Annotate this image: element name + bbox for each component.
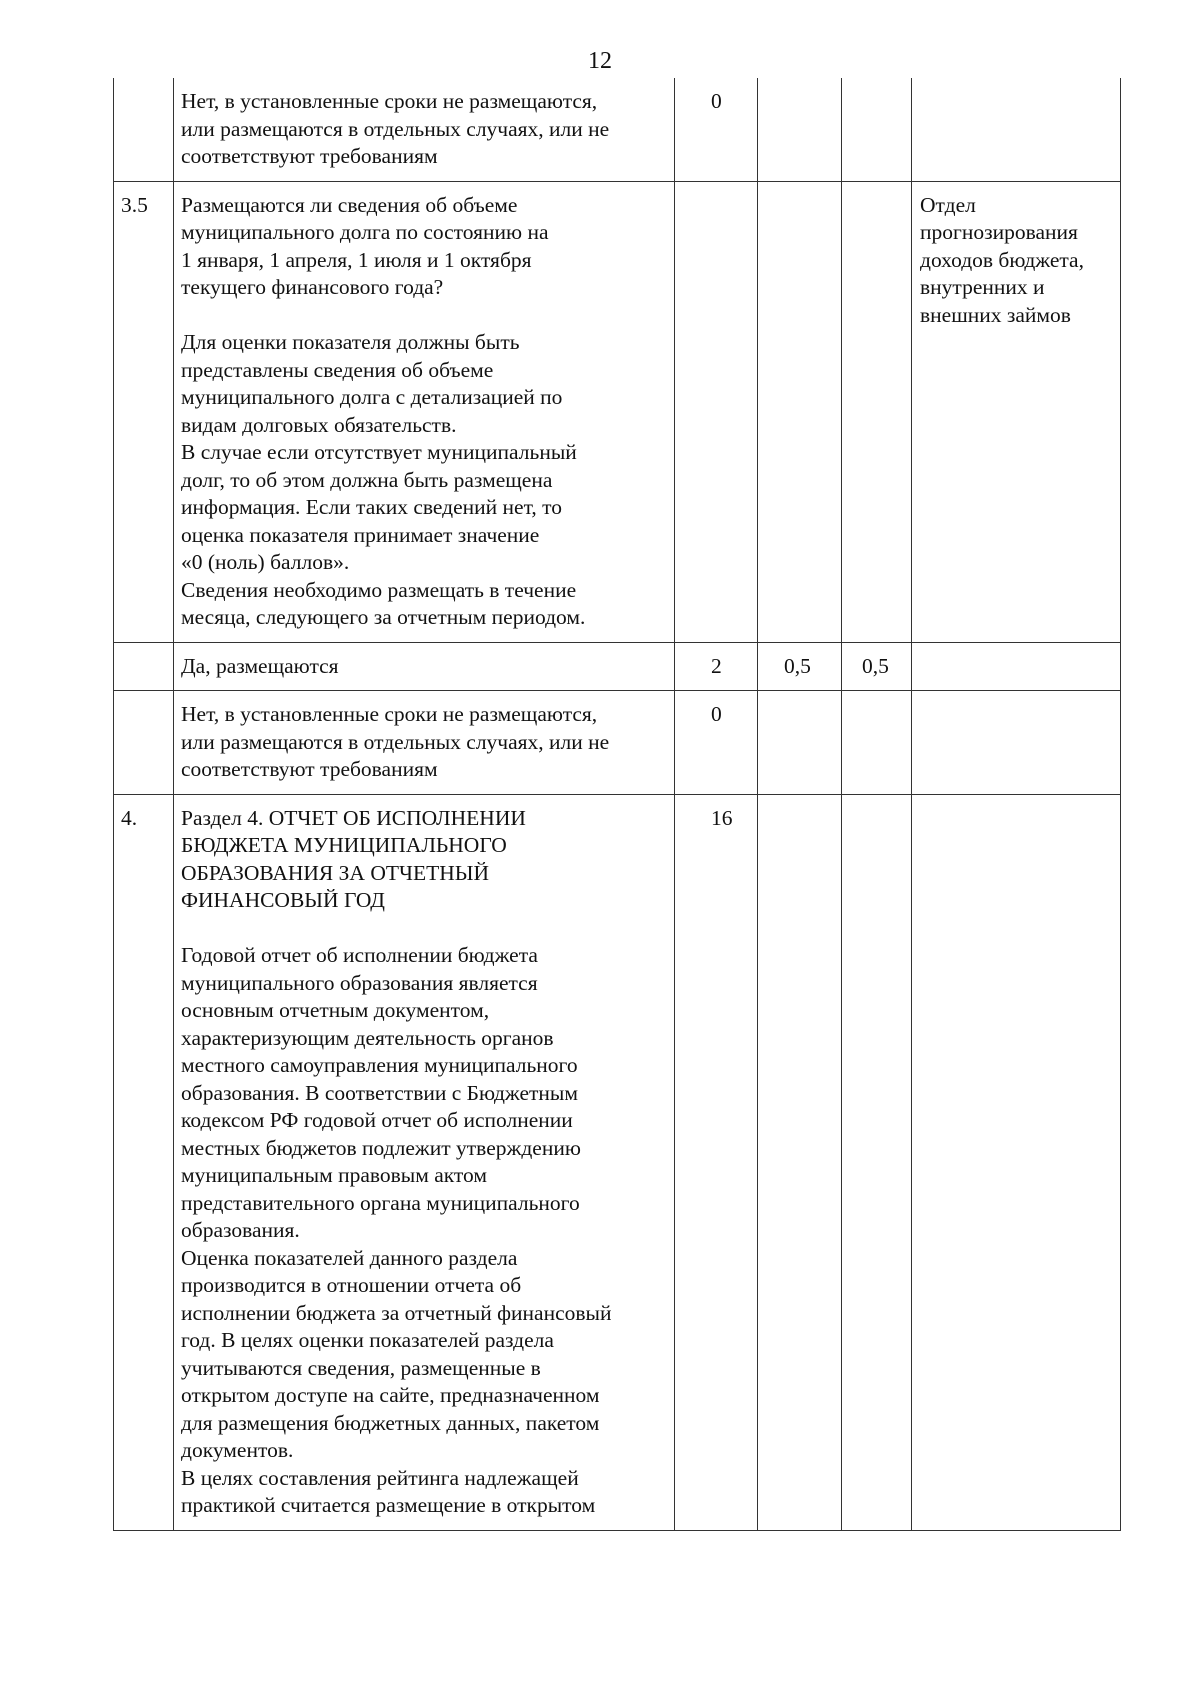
table-row xyxy=(114,691,1121,795)
row-number: 3.5 xyxy=(114,181,174,642)
page-number: 12 xyxy=(588,48,612,74)
responsible-department xyxy=(912,78,1121,181)
table-row xyxy=(114,181,1121,642)
weight-value xyxy=(758,181,842,642)
criterion-text: Раздел 4. ОТЧЕТ ОБ ИСПОЛНЕНИИ БЮДЖЕТА МУНИЦИПАЛЬНОГО ОБРАЗОВАНИЯ ЗА ОТЧЕТНЫЙ ФИНАНСОВЫЙ ГОД Годовой отчет об исполнении бюджета муниципального образования является основным отчетным документом, характеризующим деятельность органов местного самоуправления муниципального образования. В соответствии с Бюджетным кодексом РФ годовой отчет об исполнении местных бюджетов подлежит утверждению муниципальным правовым актом представительного органа муниципального образования. Оценка показателей данного раздела производится в отношении отчета об исполнении бюджета за отчетный финансовый год. В целях оценки показателей раздела учитываются сведения, размещенные в открытом доступе на сайте, предназначенном для размещения бюджетных данных, пакетом документов. В целях составления рейтинга надлежащей практикой считается размещение в открытом xyxy=(174,794,675,1530)
responsible-department xyxy=(912,794,1121,1530)
responsible-department: Отдел прогнозирования доходов бюджета, внутренних и внешних займов xyxy=(912,181,1121,642)
criterion-text: Нет, в установленные сроки не размещаются, или размещаются в отдельных случаях, или не соответствуют требованиям xyxy=(174,78,675,181)
row-number xyxy=(114,642,174,691)
coefficient-value xyxy=(842,181,912,642)
criterion-text: Да, размещаются xyxy=(174,642,675,691)
table-body xyxy=(114,78,1121,1530)
weight-value xyxy=(758,794,842,1530)
table-row xyxy=(114,642,1121,691)
coefficient-value xyxy=(842,691,912,795)
coefficient-value xyxy=(842,78,912,181)
weight-value xyxy=(758,78,842,181)
responsible-department xyxy=(912,642,1121,691)
criterion-text: Нет, в установленные сроки не размещаются, или размещаются в отдельных случаях, или не соответствуют требованиям xyxy=(174,691,675,795)
responsible-department xyxy=(912,691,1121,795)
row-number xyxy=(114,691,174,795)
max-score xyxy=(675,181,758,642)
max-score: 0 xyxy=(675,691,758,795)
criteria-table xyxy=(113,78,1121,1531)
max-score: 2 xyxy=(675,642,758,691)
table-row xyxy=(114,78,1121,181)
max-score: 16 xyxy=(675,794,758,1530)
coefficient-value xyxy=(842,794,912,1530)
coefficient-value: 0,5 xyxy=(842,642,912,691)
max-score: 0 xyxy=(675,78,758,181)
row-number xyxy=(114,78,174,181)
table-row xyxy=(114,794,1121,1530)
criterion-text: Размещаются ли сведения об объеме муниципального долга по состоянию на 1 января, 1 апреля, 1 июля и 1 октября текущего финансового года? Для оценки показателя должны быть представлены сведения об объеме муниципального долга с детализацией по видам долговых обязательств. В случае если отсутствует муниципальный долг, то об этом должна быть размещена информация. Если таких сведений нет, то оценка показателя принимает значение «0 (ноль) баллов». Сведения необходимо размещать в течение месяца, следующего за отчетным периодом. xyxy=(174,181,675,642)
row-number: 4. xyxy=(114,794,174,1530)
weight-value: 0,5 xyxy=(758,642,842,691)
weight-value xyxy=(758,691,842,795)
